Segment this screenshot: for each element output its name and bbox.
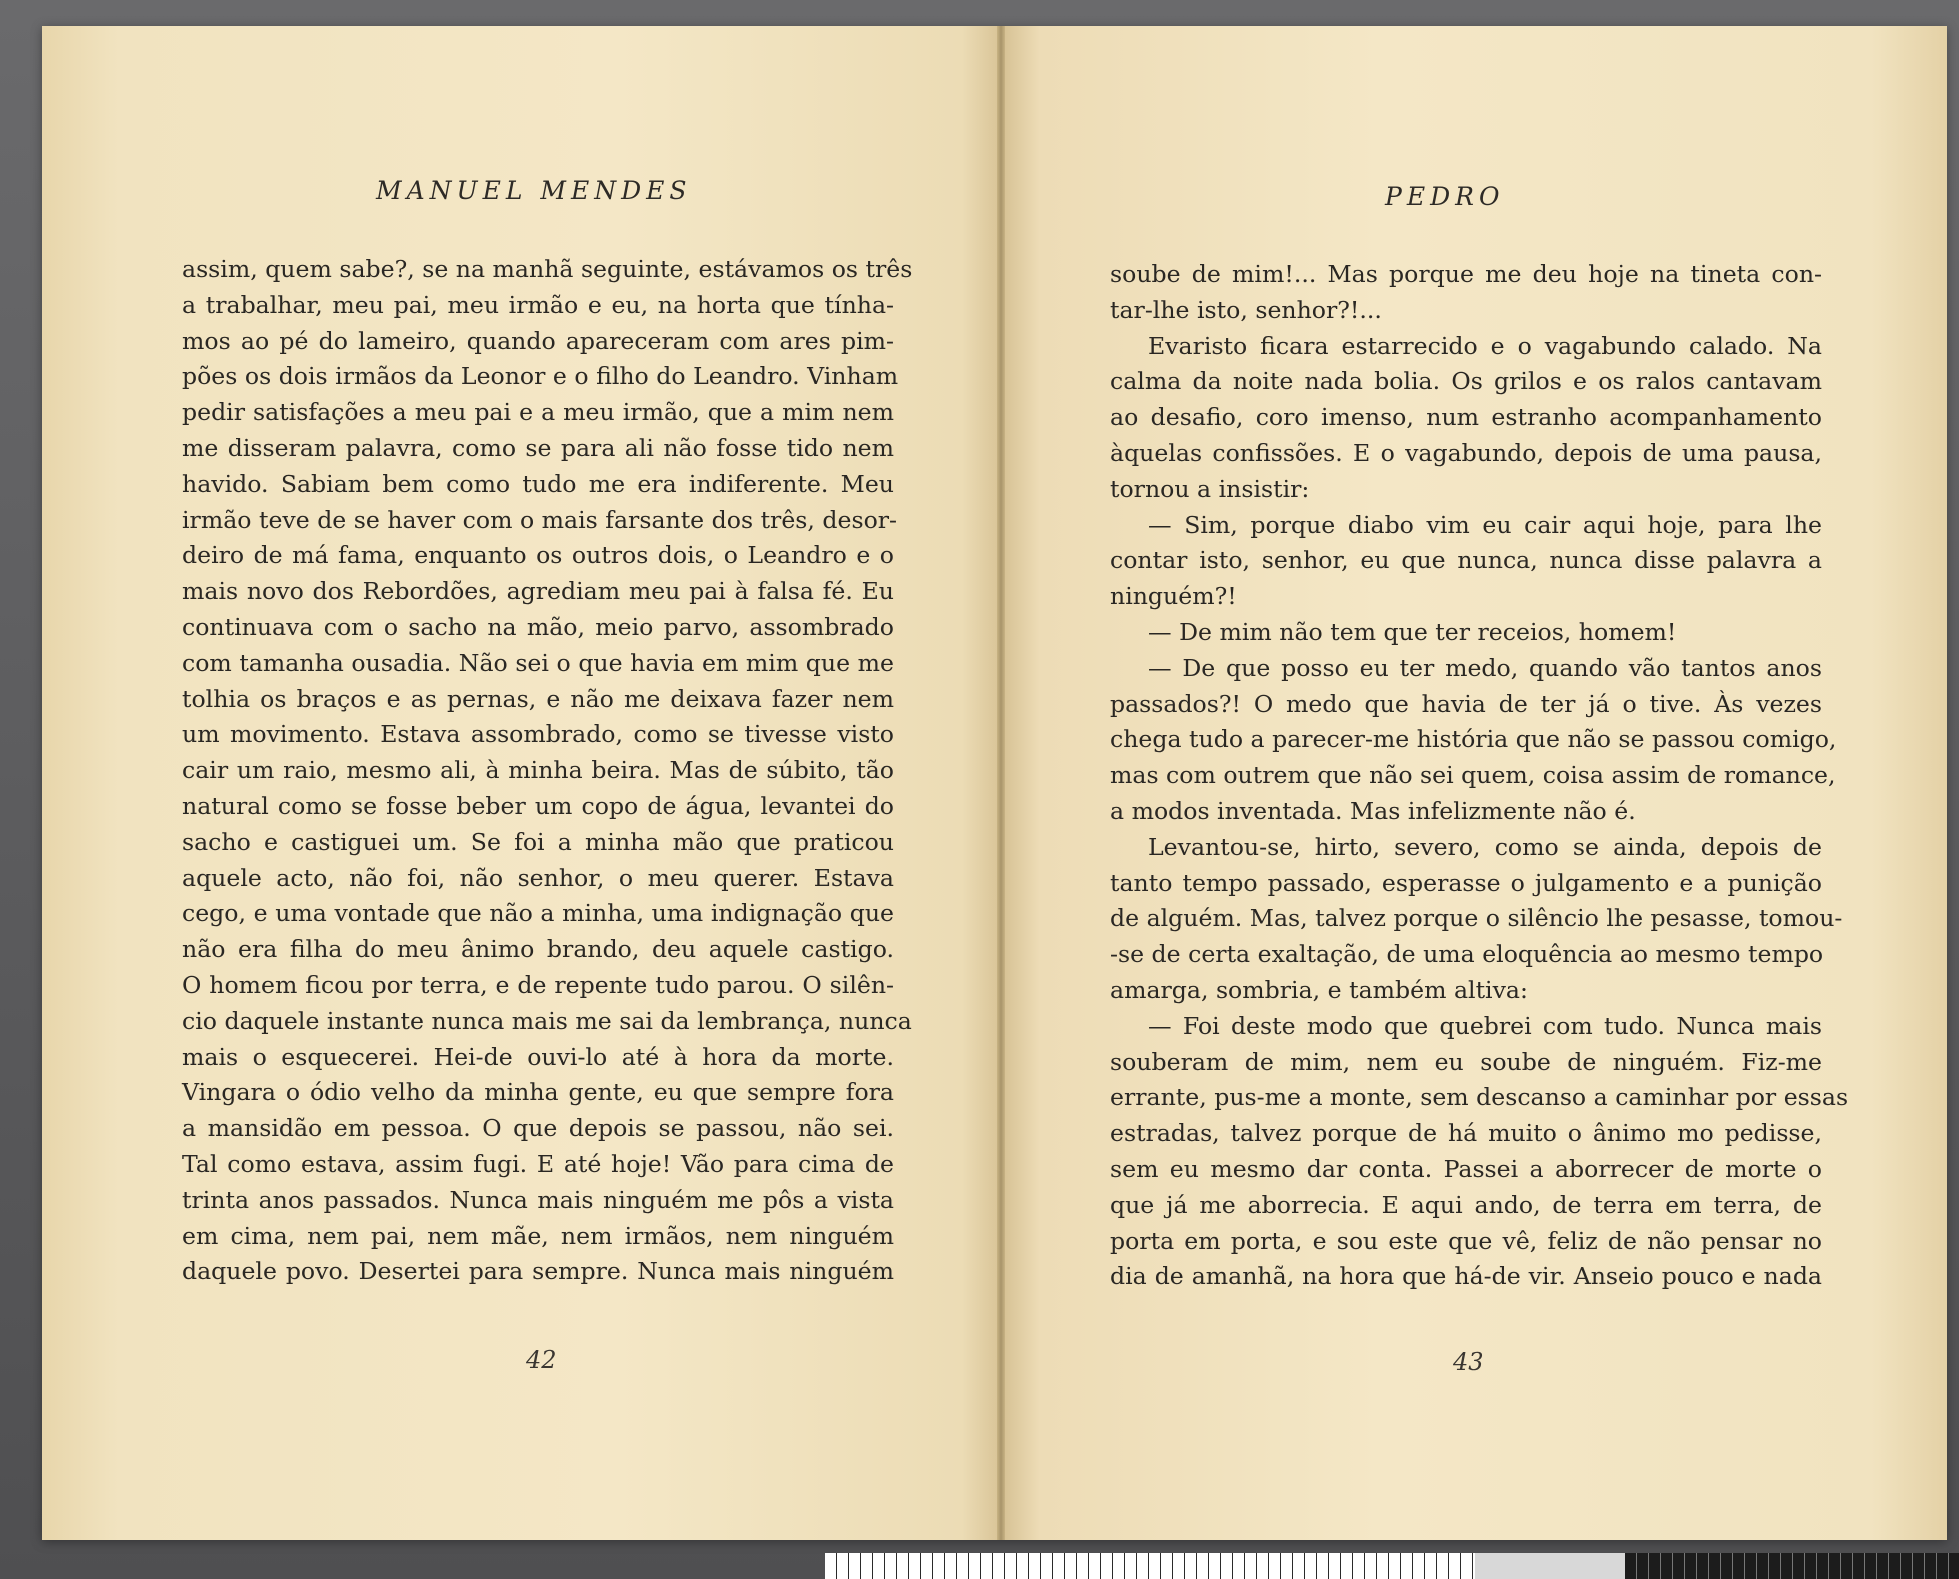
text-line: tar-lhe isto, senhor?!...: [1110, 295, 1382, 324]
ruler-dark-section: [1625, 1553, 1959, 1579]
text-line: porta em porta, e sou este que vê, feliz de não pensar no: [1110, 1226, 1822, 1255]
text-line: souberam de mim, nem eu soube de ninguém. Fiz-me: [1110, 1047, 1822, 1076]
text-line: calma da noite nada bolia. Os grilos e os ralos cantavam: [1110, 367, 1822, 396]
right-page-number: 43: [1453, 1348, 1484, 1376]
text-line: chega tudo a parecer-me história que não se passou comigo,: [1110, 725, 1837, 754]
text-line: natural como se fosse beber um copo de água, levantei do: [182, 791, 894, 820]
text-line: irmão teve de se haver com o mais farsante dos três, desor-: [182, 505, 898, 534]
scale-ruler: [825, 1553, 1959, 1579]
text-line: que já me aborrecia. E aqui ando, de terra em terra, de: [1110, 1190, 1822, 1219]
text-line: — De que posso eu ter medo, quando vão tantos anos: [1148, 653, 1822, 682]
text-line: mais o esquecerei. Hei-de ouvi-lo até à hora da morte.: [182, 1042, 894, 1071]
text-line: a modos inventada. Mas infelizmente não é.: [1110, 796, 1636, 825]
text-line: me disseram palavra, como se para ali não fosse tido nem: [182, 433, 894, 462]
text-line: continuava com o sacho na mão, meio parvo, assombrado: [182, 612, 894, 641]
ruler-gray-section: [1475, 1553, 1625, 1579]
text-line: pões os dois irmãos da Leonor e o filho do Leandro. Vinham: [182, 362, 899, 391]
text-line: um movimento. Estava assombrado, como se tivesse visto: [182, 720, 894, 749]
text-line: com tamanha ousadia. Não sei o que havia em mim que me: [182, 648, 894, 677]
text-line: Vingara o ódio velho da minha gente, eu que sempre fora: [182, 1078, 894, 1107]
right-running-head: PEDRO: [1385, 182, 1505, 211]
text-line: — Foi deste modo que quebrei com tudo. Nunca mais: [1148, 1011, 1822, 1040]
text-line: tornou a insistir:: [1110, 474, 1310, 503]
text-line: em cima, nem pai, nem mãe, nem irmãos, nem ninguém: [182, 1221, 894, 1250]
left-running-head: MANUEL MENDES: [376, 176, 692, 205]
left-page-text: [182, 252, 913, 1290]
text-line: não era filha do meu ânimo brando, deu aquele castigo.: [182, 935, 894, 964]
text-line: cair um raio, mesmo ali, à minha beira. Mas de súbito, tão: [182, 756, 894, 785]
text-line: pedir satisfações a meu pai e a meu irmão, que a mim nem: [182, 398, 894, 427]
text-line: soube de mim!... Mas porque me deu hoje na tineta con-: [1110, 260, 1822, 288]
left-page-number: 42: [526, 1346, 557, 1374]
text-line: cio daquele instante nunca mais me sai da lembrança, nunca: [182, 1006, 912, 1035]
text-line: a mansidão em pessoa. O que depois se passou, não sei.: [182, 1114, 894, 1143]
text-line: dia de amanhã, na hora que há-de vir. Anseio pouco e nada: [1110, 1262, 1822, 1291]
right-page-text: [1110, 257, 1849, 1295]
text-line: mas com outrem que não sei quem, coisa assim de romance,: [1110, 761, 1836, 790]
text-line: contar isto, senhor, eu que nunca, nunca disse palavra a: [1110, 546, 1822, 575]
text-line: havido. Sabiam bem como tudo me era indiferente. Meu: [182, 469, 894, 498]
text-line: -se de certa exaltação, de uma eloquência ao mesmo tempo: [1110, 940, 1824, 969]
text-line: de alguém. Mas, talvez porque o silêncio lhe pesasse, tomou-: [1110, 904, 1843, 933]
text-line: Levantou-se, hirto, severo, como se ainda, depois de: [1148, 832, 1822, 861]
text-line: Evaristo ficara estarrecido e o vagabundo calado. Na: [1148, 331, 1822, 360]
book-gutter: [997, 26, 1005, 1540]
text-line: amarga, sombria, e também altiva:: [1110, 975, 1528, 1004]
text-line: assim, quem sabe?, se na manhã seguinte, estávamos os três: [182, 255, 913, 283]
text-line: trinta anos passados. Nunca mais ninguém me pôs a vista: [182, 1185, 894, 1214]
text-line: — De mim não tem que ter receios, homem!: [1148, 617, 1677, 646]
text-line: ao desafio, coro imenso, num estranho acompanhamento: [1110, 403, 1822, 432]
text-line: passados?! O medo que havia de ter já o tive. Às vezes: [1110, 689, 1822, 718]
text-line: tolhia os braços e as pernas, e não me deixava fazer nem: [182, 684, 894, 713]
text-line: àquelas confissões. E o vagabundo, depois de uma pausa,: [1110, 438, 1822, 467]
text-line: aquele acto, não foi, não senhor, o meu querer. Estava: [182, 863, 894, 892]
text-line: tanto tempo passado, esperasse o julgamento e a punição: [1110, 868, 1822, 897]
text-line: deiro de má fama, enquanto os outros dois, o Leandro e o: [182, 541, 894, 570]
text-line: — Sim, porque diabo vim eu cair aqui hoje, para lhe: [1148, 510, 1822, 539]
text-line: errante, pus-me a monte, sem descanso a caminhar por essas: [1110, 1083, 1849, 1112]
text-line: daquele povo. Desertei para sempre. Nunca mais ninguém: [182, 1257, 894, 1286]
text-line: Tal como estava, assim fugi. E até hoje! Vão para cima de: [182, 1149, 894, 1178]
text-line: ninguém?!: [1110, 582, 1237, 611]
ruler-white-section: [825, 1553, 1475, 1579]
text-line: mais novo dos Rebordões, agrediam meu pai à falsa fé. Eu: [182, 577, 894, 606]
text-line: sacho e castiguei um. Se foi a minha mão que praticou: [182, 827, 894, 856]
text-line: a trabalhar, meu pai, meu irmão e eu, na horta que tínha-: [182, 290, 894, 319]
text-line: sem eu mesmo dar conta. Passei a aborrecer de morte o: [1110, 1154, 1822, 1183]
text-line: estradas, talvez porque de há muito o ânimo mo pedisse,: [1110, 1119, 1822, 1148]
text-line: cego, e uma vontade que não a minha, uma indignação que: [182, 899, 894, 928]
text-line: O homem ficou por terra, e de repente tudo parou. O silên-: [182, 970, 894, 999]
text-line: mos ao pé do lameiro, quando apareceram com ares pim-: [182, 326, 894, 355]
